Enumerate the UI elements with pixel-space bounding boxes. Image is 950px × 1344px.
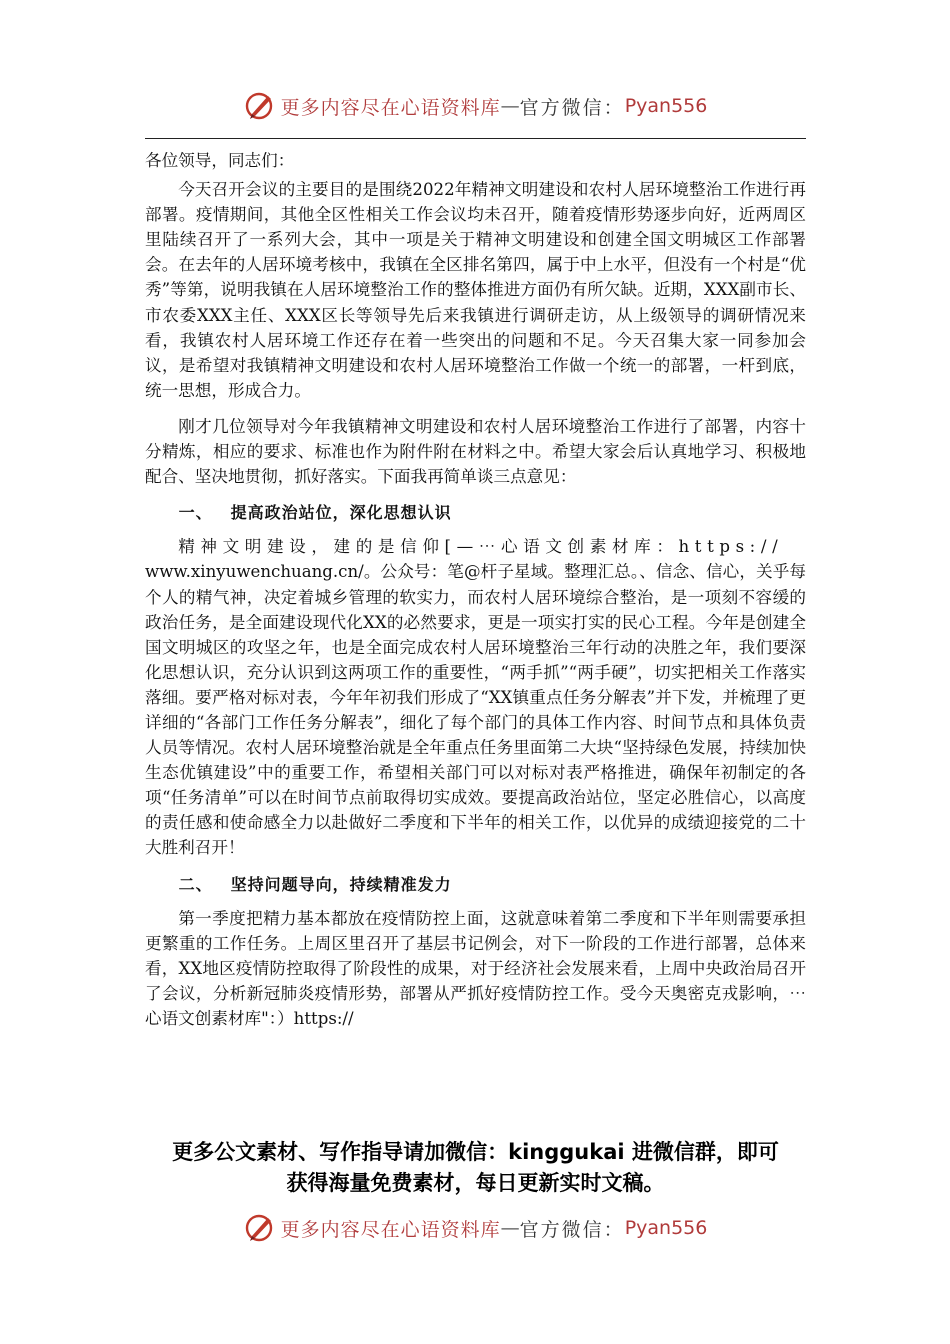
brand-text: 更多内容尽在心语资料库 [280,96,501,119]
wechat-cta [145,1137,806,1199]
official-label: 官方微信： [519,1218,625,1241]
brand-separator: — [500,1217,520,1239]
section-heading-1 [145,500,806,525]
bottom-watermark-banner [0,1206,950,1250]
section-number-2: 二、 [178,874,213,894]
section-title-1: 提高政治站位，深化思想认识 [230,503,452,523]
paragraph-summary: 刚才几位领导对今年我镇精神文明建设和农村人居环境整治工作进行了部署，内容十分精炼，相应的要求、标准也作为附件附在材料之中。希望大家会后认真地学习、积极地配合、坚决地贯彻，抓好落实。下面我再简单谈三点意见： [145,416,806,487]
top-watermark-banner [0,84,950,128]
cta-line-1: 更多公文素材、写作指导请加微信：kinggukai 进微信群，即可 [172,1140,779,1164]
wechat-id: Pyan556 [624,95,708,117]
greeting: 各位领导，同志们： [145,151,295,170]
paragraph-intro: 今天召开会议的主要目的是围绕2022年精神文明建设和农村人居环境整治工作进行再部署。疫情期间，其他全区性相关工作会议均未召开，随着疫情形势逐步向好，近两周区里陆续召开了一系列大会，其中一项是关于精神文明建设和创建全国文明城区工作部署会。在去年的人居环境考核中，我镇在全区排名第四，属于中上水平，但没有一个村是“优秀”等第，说明我镇在人居环境整治工作的整体推进方面仍有所欠缺。近期，XXX副市长、市农委XXX主任、XXX区长等领导先后来我镇进行调研走访，从上级领导的调研情况来看，我镇农村人居环境工作还存在着一些突出的问题和不足。今天召集大家一同参加会议，是希望对我镇精神文明建设和农村人居环境整治工作做一个统一的部署，一杆到底，统一思想，形成合力。 [145,180,806,400]
pen-logo-icon [243,89,277,123]
brand-separator: — [500,95,520,117]
brand-text: 更多内容尽在心语资料库 [280,1218,501,1241]
section-heading-2 [145,872,806,897]
section-number-1: 一、 [178,503,213,523]
pen-logo-icon [243,1211,277,1245]
official-label: 官方微信： [519,96,625,119]
cta-line-2: 获得海量免费素材，每日更新实时文稿。 [286,1171,665,1195]
document-body [145,148,806,1031]
section-1-body: www.xinyuwenchuang.cn/。公众号：笔@杆子星域。整理汇总。、信念、信心，关乎每个人的精气神，决定着城乡管理的软实力，而农村人居环境综合整治，是一项刻不容缓的政治任务，是全面建设现代化XX的必然要求，更是一项实打实的民心工程。今年是创建全国文明城区的攻坚之年，也是全面完成农村人居环境整治三年行动的决胜之年，我们要深化思想认识，充分认识到这两项工作的重要性，“两手抓”“两手硬”，切实把相关工作落实落细。要严格对标对表，今年年初我们形成了“XX镇重点任务分解表”并下发，并梳理了更详细的“各部门工作任务分解表”，细化了每个部门的具体工作内容、时间节点和具体负责人员等情况。农村人居环境整治就是全年重点任务里面第二大块“坚持绿色发展，持续加快生态优镇建设”中的重要工作，希望相关部门可以对标对表严格推进，确保年初制定的各项“任务清单”可以在时间节点前取得切实成效。要提高政治站位，坚定必胜信心，以高度的责任感和使命感全力以赴做好二季度和下半年的相关工作，以优异的成绩迎接党的二十大胜利召开！ [145,562,806,858]
wechat-id: Pyan556 [624,1217,708,1239]
section-title-2: 坚持问题导向，持续精准发力 [230,874,452,894]
header-divider [145,138,806,139]
section-2-body: 第一季度把精力基本都放在疫情防控上面，这就意味着第二季度和下半年则需要承担更繁重的工作任务。上周区里召开了基层书记例会，对下一阶段的工作进行部署，总体来看，XX地区疫情防控取得了阶段性的成果，对于经济社会发展来看，上周中央政治局召开了会议，分析新冠肺炎疫情形势，部署从严抓好疫情防控工作。受今天奥密克戎影响，⋯心语文创素材库"：）https:// [145,908,806,1028]
section-1-first-line: 精神文明建设，建的是信仰[—⋯心语文创素材库：https:// [178,537,784,557]
